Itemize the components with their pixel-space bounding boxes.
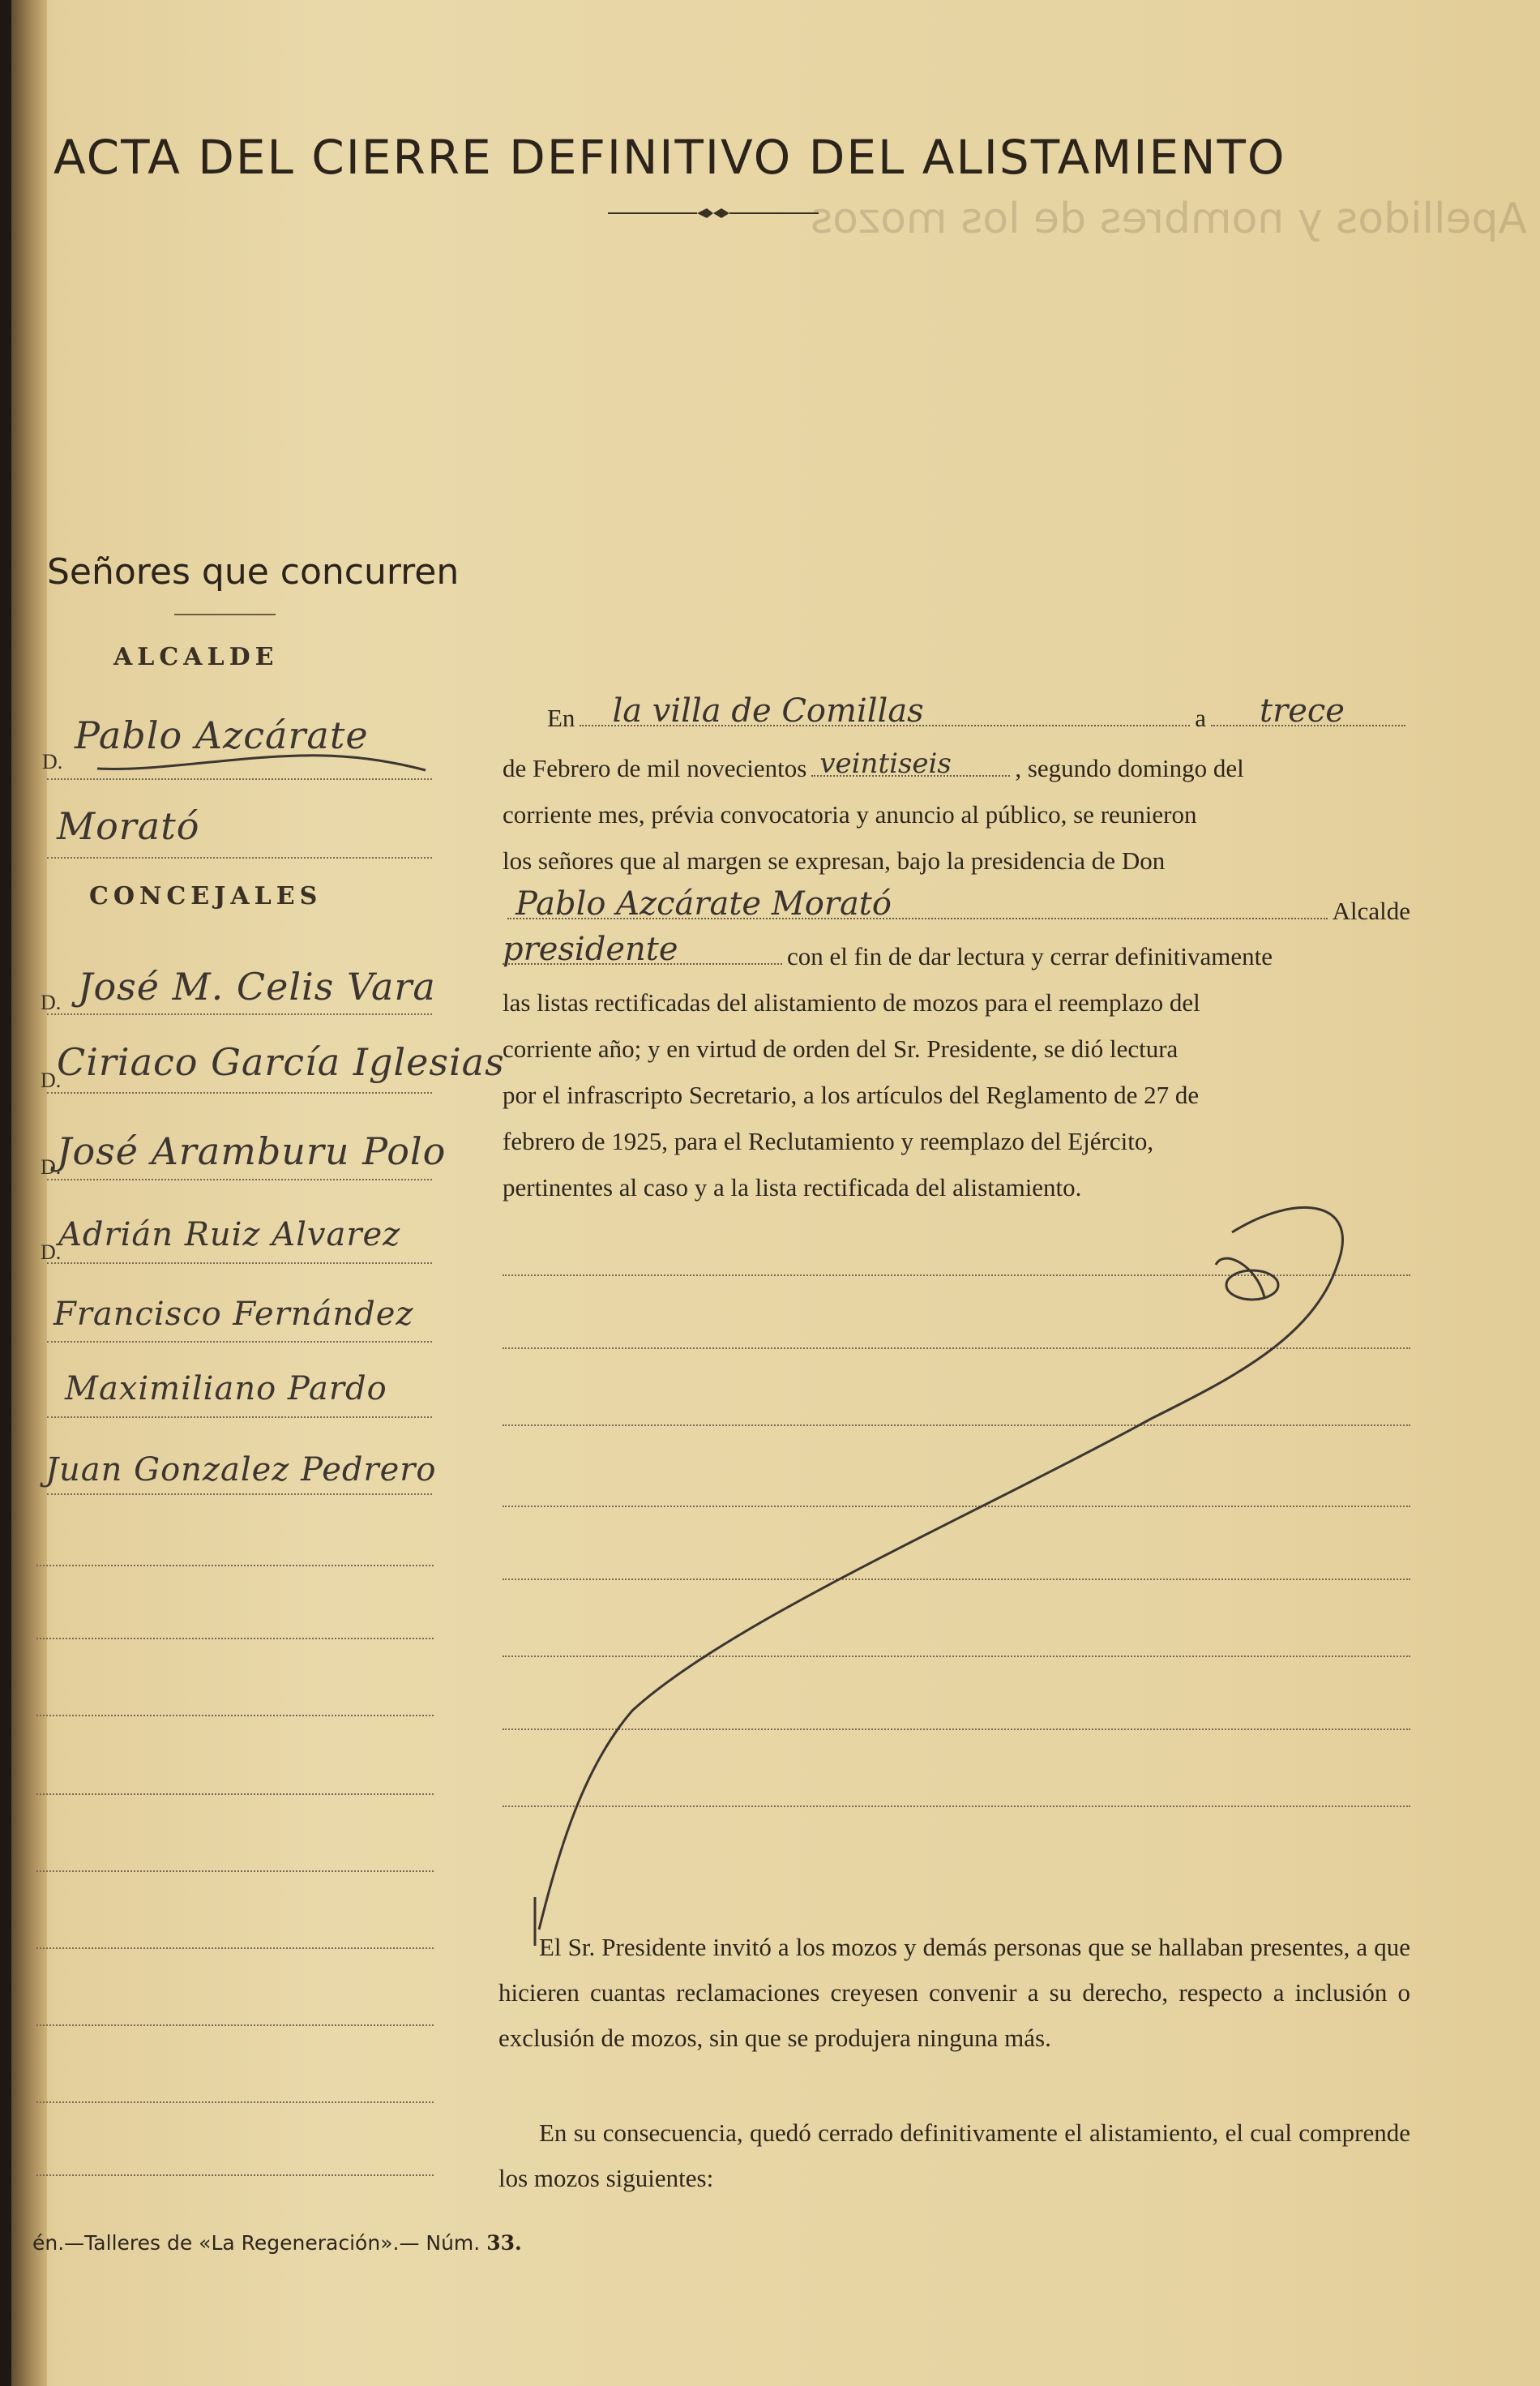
document-page: Apellidos y nombres de los mozos ACTA DEL CIERRE DEFINITIVO DEL ALISTAMIENTO Señores que concurren ALCALDE D. Pablo Azcárate Morató CONCEJALES D. José M. Celis Vara D. Ciriaco García Iglesias D. José Aramburu Polo D. Adrián Ruiz Alvarez Francisco Fernández Maximiliano Pardo Juan Gonzalez Pedrero En la villa de Comillas a trece de Febrero de mil novecientos veintiseis , segundo domingo del corriente mes, prévia convocatoria y anuncio al público, se reunieron los señores que al margen se expresan, bajo la presidencia de Don Pablo Azcárate Morató Alcalde presidente con el fin de dar lectura y cerrar definitivamente las listas rectificadas del alistamiento de mozos para el reemplazo del corriente año; y en virtud de orden del Sr. Presidente, se dió lectura por el infrascripto Secretario, a los artículos del Reglamento de 27 de febrero de 1925, para el Reclutamiento y reemplazo del Ejército, pertinentes al caso y a la lista rectificada del alistamiento. El Sr. Presidente invitó a los mozos y demás personas que se hallaban presentes, a que hicieren cuantas reclamaciones creyesen convenir a su derecho, respecto a inclusión o exclusión de mozos, sin que se produjera ninguna más. En su consecuencia, quedó cerrado definitivamente el alistamiento, el cual comprende los mozos siguientes: én.—Talleres de «La Regeneración».— Núm. 33.	[0, 0, 1540, 2386]
blank-row	[36, 1563, 434, 1566]
concejal-signature-2: Ciriaco García Iglesias	[57, 1040, 505, 1084]
concejales-label: CONCEJALES	[89, 882, 323, 910]
text-con-el-fin: con el fin de dar lectura y cerrar definitivamente	[787, 942, 1273, 970]
blank-row	[36, 1792, 434, 1795]
don-prefix: D.	[42, 750, 63, 773]
attendees-heading: Señores que concurren	[47, 551, 460, 593]
fill-president-name	[507, 885, 1328, 923]
binding-shadow	[0, 0, 11, 2386]
text-a: a	[1195, 704, 1206, 732]
don-prefix: D.	[41, 1069, 62, 1092]
fill-place	[580, 692, 1190, 730]
signature-line	[47, 1261, 432, 1264]
body-line-2	[503, 744, 1410, 783]
blank-row	[503, 1654, 1410, 1657]
blank-row	[503, 1346, 1410, 1349]
signature-line	[47, 1177, 432, 1180]
concejal-signature-5: Francisco Fernández	[53, 1296, 414, 1333]
don-prefix: D.	[41, 1240, 62, 1264]
alcalde-label: ALCALDE	[113, 643, 279, 671]
heading-divider	[174, 614, 276, 615]
signature-line	[47, 1415, 432, 1418]
blank-row	[36, 1636, 434, 1639]
signature-line	[47, 855, 432, 859]
text-alcalde: Alcalde	[1332, 897, 1410, 925]
blank-row	[503, 1804, 1410, 1807]
don-prefix: D.	[41, 1155, 62, 1179]
body-line-5	[503, 887, 1410, 926]
body-line-7: las listas rectificadas del alistamiento de mozos para el reemplazo del	[503, 988, 1200, 1017]
concejal-signature-3: José Aramburu Polo	[57, 1129, 447, 1173]
body-line-11: pertinentes al caso y a la lista rectificada del alistamiento.	[503, 1173, 1082, 1202]
concejal-signature-6: Maximiliano Pardo	[65, 1370, 387, 1407]
body-line-1	[503, 694, 1410, 733]
blank-row	[36, 1946, 434, 1949]
concejal-signature-4: Adrián Ruiz Alvarez	[58, 1216, 401, 1253]
concejal-signature-1: José M. Celis Vara	[78, 965, 436, 1009]
body-line-3: corriente mes, prévia convocatoria y anuncio al público, se reunieron	[503, 800, 1197, 829]
paragraph-invitation: El Sr. Presidente invitó a los mozos y demás personas que se hallaban presentes, a que hicieren cuantas reclamaciones creyesen convenir a su derecho, respecto a inclusión o exclusión de mozos, sin que se produjera ninguna más.	[498, 1933, 1410, 2052]
text-en: En	[547, 704, 575, 732]
signature-line	[47, 1012, 432, 1015]
paragraph-consecuencia: En su consecuencia, quedó cerrado definitivamente el alistamiento, el cual comprende los mozos siguientes:	[498, 2118, 1410, 2192]
fill-year	[811, 747, 1010, 780]
body-line-8: corriente año; y en virtud de orden del Sr. Presidente, se dió lectura	[503, 1035, 1179, 1063]
handwritten-president-name: Pablo Azcárate Morató	[515, 885, 892, 923]
blank-row	[36, 1713, 434, 1716]
body-line-10: febrero de 1925, para el Reclutamiento y reemplazo del Ejército,	[503, 1127, 1154, 1155]
blank-row	[36, 2173, 434, 2176]
blank-row	[503, 1423, 1410, 1426]
body-line-6	[503, 932, 1410, 971]
handwritten-year: veintiseis	[819, 747, 952, 780]
body-line-4: los señores que al margen se expresan, bajo la presidencia de Don	[503, 846, 1166, 875]
handwritten-place: la villa de Comillas	[612, 692, 924, 730]
text-febrero: de Febrero de mil novecientos	[503, 754, 807, 782]
title-ornament	[608, 204, 819, 222]
text-segundo: , segundo domingo del	[1015, 754, 1244, 782]
blank-row	[503, 1504, 1410, 1507]
document-title: ACTA DEL CIERRE DEFINITIVO DEL ALISTAMIENTO	[53, 130, 1286, 185]
signature-line	[47, 1339, 432, 1343]
don-prefix: D.	[41, 991, 62, 1014]
signature-line	[47, 1090, 432, 1094]
footer-text: én.—Talleres de «La Regeneración».— Núm.	[32, 2231, 481, 2255]
fill-day	[1211, 692, 1405, 730]
alcalde-signature-line1: Pablo Azcárate	[75, 713, 369, 757]
blank-row	[503, 1273, 1410, 1276]
blank-row	[36, 2100, 434, 2103]
body-line-9: por el infrascripto Secretario, a los artículos del Reglamento de 27 de	[503, 1081, 1200, 1109]
fill-role	[503, 931, 782, 968]
printer-footer	[32, 2231, 681, 2264]
footer-number: 33.	[486, 2231, 522, 2255]
blank-row	[36, 1869, 434, 1872]
blank-row	[503, 1577, 1410, 1580]
blank-row	[36, 2023, 434, 2026]
concejal-signature-7: Juan Gonzalez Pedrero	[45, 1451, 437, 1489]
alcalde-signature-line2: Morató	[57, 804, 200, 848]
blank-row	[503, 1727, 1410, 1730]
signature-line	[47, 777, 432, 780]
signature-line	[47, 1492, 432, 1495]
handwritten-role: presidente	[503, 931, 678, 968]
handwritten-day: trece	[1260, 692, 1345, 730]
